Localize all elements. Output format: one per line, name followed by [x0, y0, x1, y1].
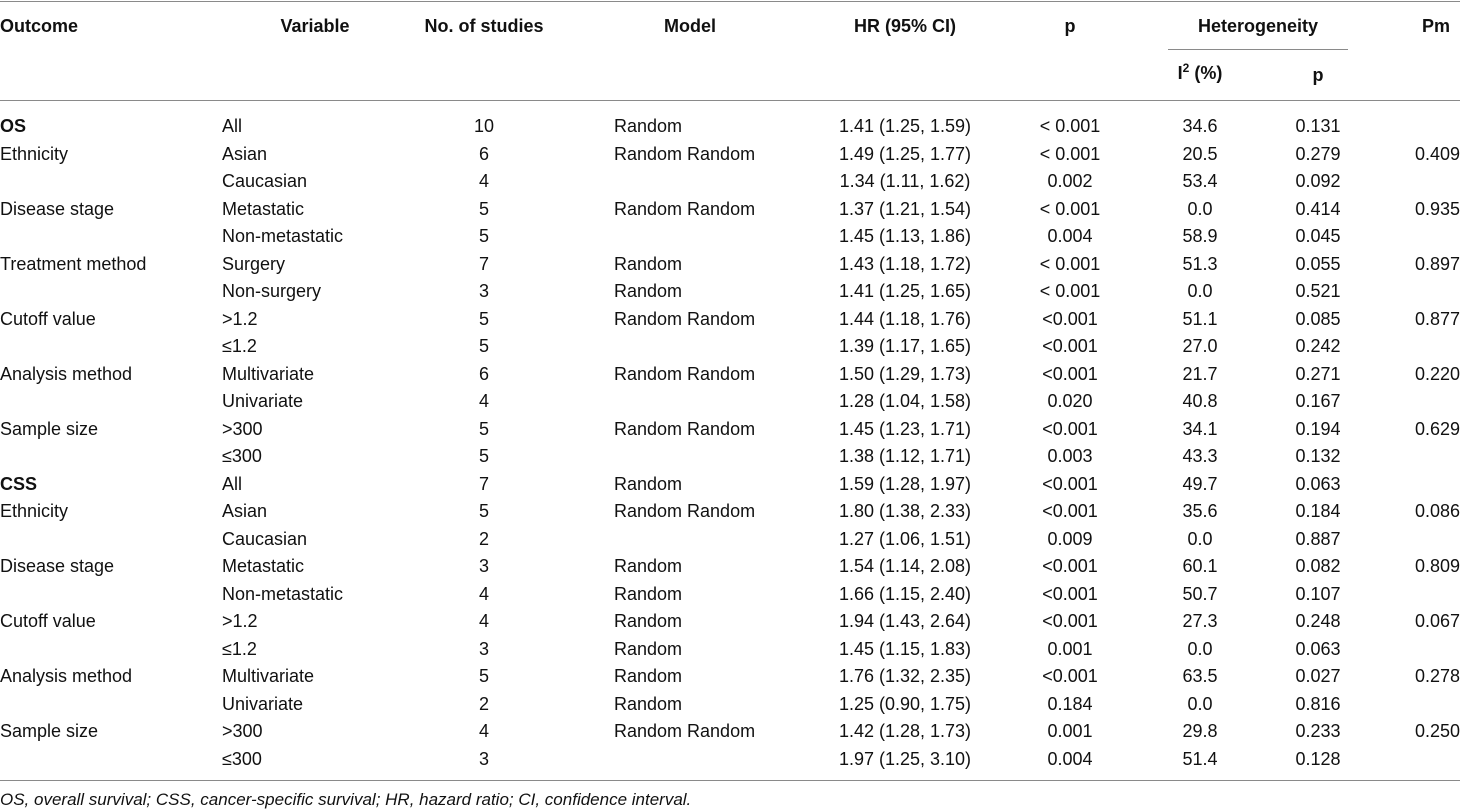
cell-hr: 1.50 (1.29, 1.73) — [838, 363, 972, 384]
cell-model: Random — [614, 583, 683, 604]
cell-p: < 0.001 — [1039, 143, 1101, 164]
cell-outcome: Disease stage — [0, 198, 115, 219]
table-top-rule — [0, 1, 1460, 2]
cell-variable: >300 — [222, 721, 263, 741]
cell-pm: 0.877 — [1414, 308, 1460, 329]
cell-het-p: 0.414 — [1295, 198, 1341, 219]
cell-hr: 1.25 (0.90, 1.75) — [838, 693, 972, 714]
cell-hr: 1.44 (1.18, 1.76) — [838, 308, 972, 329]
cell-pm: 0.897 — [1414, 253, 1460, 274]
cell-p: <0.001 — [1042, 418, 1098, 439]
cell-i2: 21.7 — [1182, 363, 1218, 384]
cell-outcome: Sample size — [0, 418, 99, 439]
header-heterogeneity: Heterogeneity — [1197, 16, 1319, 36]
cell-studies: 10 — [473, 116, 495, 136]
cell-variable: Non-surgery — [222, 281, 322, 301]
cell-het-p: 0.233 — [1295, 721, 1341, 741]
header-i2 — [1160, 62, 1240, 84]
cell-model: Random Random — [614, 501, 756, 521]
cell-hr: 1.28 (1.04, 1.58) — [838, 391, 972, 411]
cell-model: Random — [614, 116, 683, 136]
cell-i2: 49.7 — [1182, 473, 1218, 494]
cell-model: Random — [614, 693, 683, 714]
cell-i2: 58.9 — [1182, 226, 1218, 246]
cell-p: 0.004 — [1047, 226, 1093, 246]
cell-hr: 1.37 (1.21, 1.54) — [838, 198, 972, 219]
cell-het-p: 0.082 — [1295, 556, 1341, 576]
cell-outcome: CSS — [0, 473, 38, 494]
cell-outcome: Analysis method — [0, 666, 133, 686]
cell-variable: All — [222, 473, 243, 494]
cell-p: <0.001 — [1042, 336, 1098, 356]
cell-variable: Metastatic — [222, 198, 305, 219]
cell-pm: 0.086 — [1414, 501, 1460, 521]
cell-i2: 35.6 — [1182, 501, 1218, 521]
cell-variable: Non-metastatic — [222, 583, 344, 604]
cell-hr: 1.41 (1.25, 1.65) — [838, 281, 972, 301]
cell-hr: 1.42 (1.28, 1.73) — [838, 721, 972, 741]
cell-variable: ≤300 — [222, 748, 262, 769]
cell-variable: ≤300 — [222, 446, 262, 466]
header-i2-superscript: 2 — [1182, 61, 1190, 75]
cell-studies: 4 — [478, 721, 489, 741]
cell-i2: 34.6 — [1182, 116, 1218, 136]
header-i2-unit: (%) — [1189, 63, 1223, 83]
cell-het-p: 0.521 — [1295, 281, 1341, 301]
heterogeneity-rule — [1168, 49, 1348, 50]
cell-p: 0.001 — [1047, 721, 1093, 741]
cell-outcome: Treatment method — [0, 253, 147, 274]
cell-het-p: 0.128 — [1295, 748, 1341, 769]
cell-outcome: OS — [0, 116, 27, 136]
cell-variable: Univariate — [222, 693, 304, 714]
cell-i2: 27.3 — [1182, 611, 1218, 631]
cell-studies: 6 — [478, 143, 489, 164]
cell-variable: Univariate — [222, 391, 304, 411]
cell-p: 0.004 — [1047, 748, 1093, 769]
cell-hr: 1.66 (1.15, 2.40) — [838, 583, 972, 604]
header-het-p: p — [1312, 65, 1324, 85]
header-p: p — [1064, 16, 1076, 36]
cell-variable: All — [222, 116, 243, 136]
cell-hr: 1.34 (1.11, 1.62) — [839, 171, 971, 191]
cell-het-p: 0.131 — [1295, 116, 1341, 136]
cell-p: 0.020 — [1047, 391, 1093, 411]
cell-hr: 1.41 (1.25, 1.59) — [838, 116, 972, 136]
cell-variable: ≤1.2 — [222, 638, 257, 659]
cell-i2: 0.0 — [1187, 528, 1213, 549]
cell-outcome: Cutoff value — [0, 611, 96, 631]
cell-pm: 0.409 — [1414, 143, 1460, 164]
cell-studies: 3 — [478, 556, 489, 576]
cell-i2: 43.3 — [1182, 446, 1218, 466]
cell-p: 0.002 — [1047, 171, 1093, 191]
cell-hr: 1.43 (1.18, 1.72) — [838, 253, 972, 274]
cell-i2: 0.0 — [1187, 693, 1213, 714]
cell-pm: 0.935 — [1414, 198, 1460, 219]
cell-i2: 27.0 — [1182, 336, 1218, 356]
cell-het-p: 0.242 — [1295, 336, 1341, 356]
cell-outcome: Analysis method — [0, 363, 133, 384]
header-pm: Pm — [1421, 16, 1450, 36]
cell-i2: 50.7 — [1182, 583, 1218, 604]
cell-model: Random Random — [614, 143, 756, 164]
cell-pm: 0.220 — [1414, 363, 1460, 384]
cell-p: 0.003 — [1047, 446, 1093, 466]
cell-p: <0.001 — [1042, 501, 1098, 521]
cell-variable: Surgery — [222, 253, 286, 274]
cell-variable: >1.2 — [222, 611, 258, 631]
table-bottom-rule — [0, 780, 1460, 781]
cell-studies: 5 — [478, 446, 489, 466]
cell-hr: 1.45 (1.15, 1.83) — [838, 638, 972, 659]
cell-variable: Asian — [222, 501, 268, 521]
cell-i2: 29.8 — [1182, 721, 1218, 741]
cell-studies: 5 — [478, 226, 489, 246]
cell-variable: Asian — [222, 143, 268, 164]
cell-i2: 51.1 — [1182, 308, 1218, 329]
cell-model: Random Random — [614, 308, 756, 329]
cell-studies: 4 — [478, 583, 489, 604]
cell-p: <0.001 — [1042, 308, 1098, 329]
cell-i2: 0.0 — [1187, 638, 1213, 659]
cell-model: Random Random — [614, 418, 756, 439]
table-footnote: OS, overall survival; CSS, cancer-specific survival; HR, hazard ratio; CI, confidence interval. — [0, 790, 692, 809]
header-outcome: Outcome — [0, 16, 79, 36]
cell-variable: Metastatic — [222, 556, 305, 576]
cell-hr: 1.45 (1.23, 1.71) — [838, 418, 972, 439]
cell-studies: 3 — [478, 281, 489, 301]
cell-model: Random — [614, 281, 683, 301]
cell-hr: 1.54 (1.14, 2.08) — [838, 556, 972, 576]
cell-outcome: Cutoff value — [0, 308, 96, 329]
cell-p: 0.009 — [1047, 528, 1093, 549]
cell-model: Random Random — [614, 198, 756, 219]
cell-het-p: 0.248 — [1295, 611, 1341, 631]
cell-studies: 7 — [478, 473, 489, 494]
cell-het-p: 0.027 — [1295, 666, 1341, 686]
cell-i2: 0.0 — [1187, 198, 1213, 219]
cell-studies: 3 — [478, 748, 489, 769]
cell-model: Random — [614, 638, 683, 659]
cell-studies: 4 — [478, 611, 489, 631]
cell-hr: 1.59 (1.28, 1.97) — [838, 473, 972, 494]
cell-p: <0.001 — [1042, 666, 1098, 686]
cell-hr: 1.80 (1.38, 2.33) — [838, 501, 972, 521]
cell-variable: Multivariate — [222, 666, 315, 686]
cell-studies: 5 — [478, 666, 489, 686]
cell-p: < 0.001 — [1039, 281, 1101, 301]
cell-variable: Caucasian — [222, 171, 308, 191]
cell-het-p: 0.045 — [1295, 226, 1341, 246]
cell-model: Random Random — [614, 721, 756, 741]
cell-p: <0.001 — [1042, 556, 1098, 576]
cell-p: <0.001 — [1042, 583, 1098, 604]
cell-hr: 1.94 (1.43, 2.64) — [838, 611, 972, 631]
cell-model: Random — [614, 473, 683, 494]
header-hr: HR (95% CI) — [853, 16, 956, 36]
cell-hr: 1.39 (1.17, 1.65) — [838, 336, 972, 356]
cell-p: 0.001 — [1047, 638, 1093, 659]
cell-pm: 0.629 — [1414, 418, 1460, 439]
cell-pm: 0.067 — [1414, 611, 1460, 631]
cell-het-p: 0.063 — [1295, 638, 1341, 659]
cell-hr: 1.76 (1.32, 2.35) — [838, 666, 972, 686]
cell-model: Random — [614, 556, 683, 576]
cell-p: <0.001 — [1042, 611, 1098, 631]
cell-i2: 0.0 — [1187, 281, 1213, 301]
cell-model: Random — [614, 611, 683, 631]
cell-i2: 20.5 — [1182, 143, 1218, 164]
cell-model: Random Random — [614, 363, 756, 384]
header-bottom-rule — [0, 100, 1460, 101]
cell-studies: 4 — [478, 391, 489, 411]
cell-pm: 0.809 — [1414, 556, 1460, 576]
cell-model: Random — [614, 253, 683, 274]
cell-variable: Caucasian — [222, 528, 308, 549]
cell-studies: 7 — [478, 253, 489, 274]
cell-het-p: 0.063 — [1295, 473, 1341, 494]
cell-het-p: 0.279 — [1295, 143, 1341, 164]
cell-hr: 1.97 (1.25, 3.10) — [838, 748, 972, 769]
cell-het-p: 0.271 — [1295, 363, 1341, 384]
cell-het-p: 0.092 — [1295, 171, 1341, 191]
cell-het-p: 0.184 — [1295, 501, 1341, 521]
cell-i2: 51.3 — [1182, 253, 1218, 274]
cell-hr: 1.45 (1.13, 1.86) — [838, 226, 972, 246]
cell-i2: 63.5 — [1182, 666, 1218, 686]
cell-outcome: Ethnicity — [0, 143, 69, 164]
cell-p: <0.001 — [1042, 363, 1098, 384]
cell-outcome: Ethnicity — [0, 501, 69, 521]
cell-studies: 5 — [478, 308, 489, 329]
cell-i2: 53.4 — [1182, 171, 1218, 191]
cell-hr: 1.27 (1.06, 1.51) — [838, 528, 972, 549]
cell-variable: Multivariate — [222, 363, 315, 384]
cell-pm: 0.278 — [1414, 666, 1460, 686]
cell-outcome: Sample size — [0, 721, 99, 741]
cell-studies: 5 — [478, 336, 489, 356]
cell-studies: 2 — [478, 693, 489, 714]
cell-model: Random — [614, 666, 683, 686]
cell-p: < 0.001 — [1039, 116, 1101, 136]
cell-het-p: 0.132 — [1295, 446, 1341, 466]
cell-studies: 4 — [478, 171, 489, 191]
cell-variable: ≤1.2 — [222, 336, 257, 356]
header-model: Model — [664, 16, 716, 36]
cell-p: < 0.001 — [1039, 198, 1101, 219]
cell-p: < 0.001 — [1039, 253, 1101, 274]
header-studies: No. of studies — [424, 16, 544, 36]
cell-het-p: 0.055 — [1295, 253, 1341, 274]
cell-i2: 34.1 — [1182, 418, 1218, 439]
cell-pm: 0.250 — [1414, 721, 1460, 741]
cell-variable: Non-metastatic — [222, 226, 344, 246]
cell-i2: 40.8 — [1182, 391, 1218, 411]
cell-outcome: Disease stage — [0, 556, 115, 576]
cell-het-p: 0.107 — [1295, 583, 1341, 604]
cell-studies: 5 — [478, 501, 489, 521]
cell-studies: 2 — [478, 528, 489, 549]
cell-het-p: 0.085 — [1295, 308, 1341, 329]
cell-studies: 5 — [478, 198, 489, 219]
cell-hr: 1.38 (1.12, 1.71) — [838, 446, 972, 466]
cell-het-p: 0.887 — [1295, 528, 1341, 549]
cell-i2: 51.4 — [1182, 748, 1218, 769]
cell-i2: 60.1 — [1182, 556, 1218, 576]
cell-variable: >1.2 — [222, 308, 258, 329]
cell-p: <0.001 — [1042, 473, 1098, 494]
header-i2-letter: I — [1177, 63, 1183, 83]
header-variable: Variable — [280, 16, 350, 36]
cell-het-p: 0.167 — [1295, 391, 1341, 411]
cell-studies: 3 — [478, 638, 489, 659]
cell-studies: 6 — [478, 363, 489, 384]
cell-studies: 5 — [478, 418, 489, 439]
cell-variable: >300 — [222, 418, 263, 439]
cell-p: 0.184 — [1047, 693, 1093, 714]
cell-het-p: 0.194 — [1295, 418, 1341, 439]
cell-het-p: 0.816 — [1295, 693, 1341, 714]
cell-hr: 1.49 (1.25, 1.77) — [838, 143, 972, 164]
